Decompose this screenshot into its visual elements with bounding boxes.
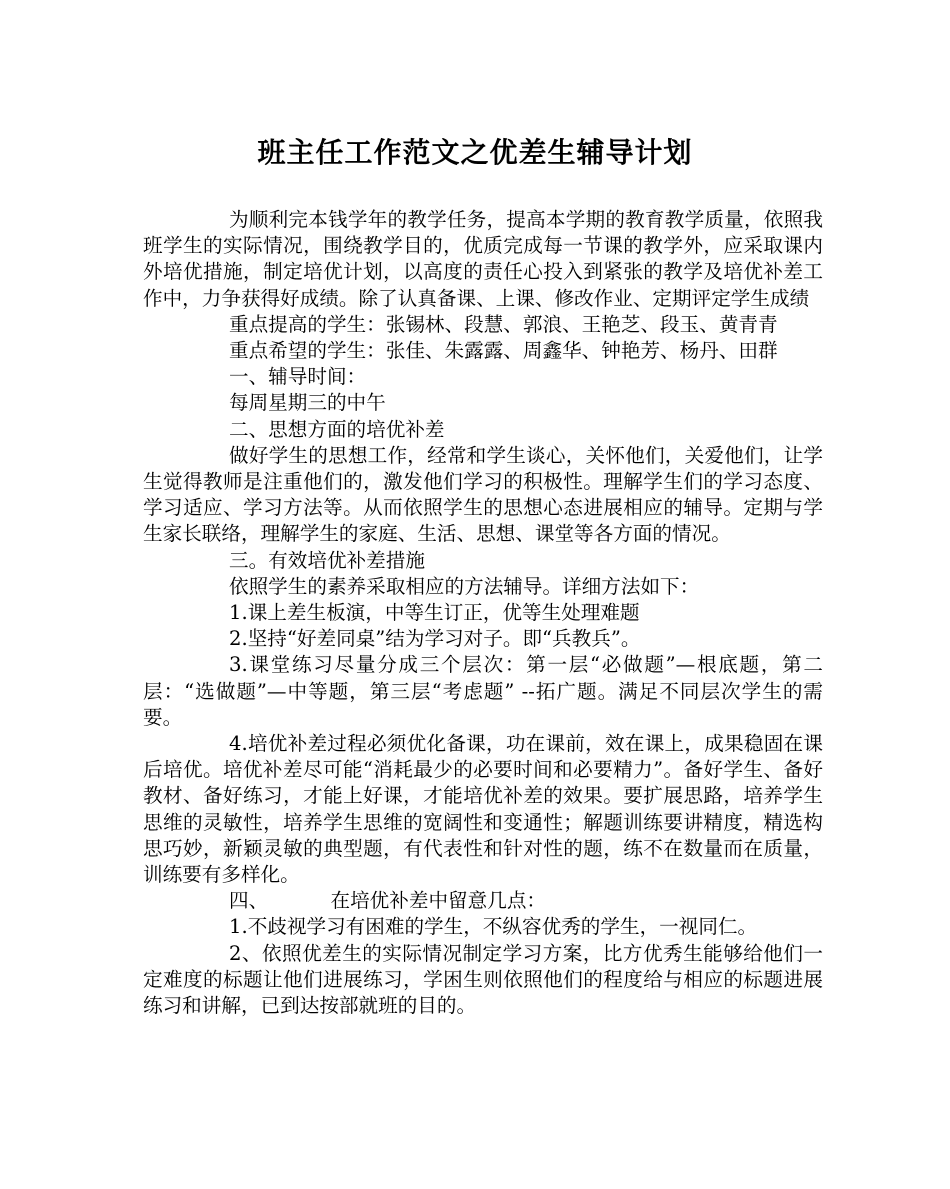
paragraph-key-students: 重点提高的学生：张锡林、段慧、郭浪、王艳芝、段玉、黄青青 — [229, 312, 778, 336]
document-title: 班主任工作范文之优差生辅导计划 — [257, 136, 693, 169]
list-item-measure-3: 3.课堂练习尽量分成三个层次：第一层“必做题”—根底题，第二层：“选做题”—中等题，第三层“考虑题” --拓广题。满足不同层次学生的需要。 — [143, 653, 823, 729]
heading-tutoring-time: 一、辅导时间： — [229, 365, 367, 389]
heading-ideology: 二、思想方面的培优补差 — [229, 417, 445, 441]
paragraph-intro: 为顺利完本钱学年的教学任务，提高本学期的教育教学质量，依照我班学生的实际情况，围绕教学目的，优质完成每一节课的教学外，应采取课内外培优措施，制定培优计划，以高度的责任心投入到紧张的教学及培优补差工作中，力争获得好成绩。除了认真备课、上课、修改作业、定期评定学生成绩 — [143, 208, 823, 310]
list-item-measure-4: 4.培优补差过程必须优化备课，功在课前，效在课上，成果稳固在课后培优。培优补差尽可能“消耗最少的必要时间和必要精力”。备好学生、备好教材、备好练习，才能上好课，才能培优补差的效果。要扩展思路，培养学生思维的灵敏性，培养学生思维的宽阔性和变通性；解题训练要讲精度，精选构思巧妙，新颖灵敏的典型题，有代表性和针对性的题，练不在数量而在质量，训练要有多样化。 — [143, 732, 823, 887]
list-item-note-1: 1.不歧视学习有困难的学生，不纵容优秀的学生，一视同仁。 — [229, 915, 758, 939]
list-item-note-2: 2、依照优差生的实际情况制定学习方案，比方优秀生能够给他们一定难度的标题让他们进展练习，学困生则依照他们的程度给与相应的标题进展练习和讲解，已到达按部就班的目的。 — [143, 941, 823, 1018]
paragraph-hope-students: 重点希望的学生：张佳、朱露露、周鑫华、钟艳芳、杨丹、田群 — [229, 339, 778, 363]
list-item-measure-1: 1.课上差生板演，中等生订正，优等生处理难题 — [229, 601, 640, 625]
paragraph-tutoring-time: 每周星期三的中午 — [229, 391, 386, 415]
heading-measures: 三。有效培优补差措施 — [229, 548, 425, 572]
list-item-measure-2: 2.坚持“好差同桌”结为学习对子。即“兵教兵”。 — [229, 627, 641, 651]
paragraph-ideology: 做好学生的思想工作，经常和学生谈心，关怀他们，关爱他们，让学生觉得教师是注重他们的，激发他们学习的积极性。理解学生们的学习态度、学习适应、学习方法等。从而依照学生的思想心态进展相应的辅导。定期与学生家长联络，理解学生的家庭、生活、思想、课堂等各方面的情况。 — [143, 443, 823, 546]
heading-notes: 四、 在培优补差中留意几点： — [229, 889, 547, 913]
paragraph-measures-intro: 依照学生的素养采取相应的方法辅导。详细方法如下： — [229, 574, 700, 598]
document-body — [143, 207, 823, 1019]
